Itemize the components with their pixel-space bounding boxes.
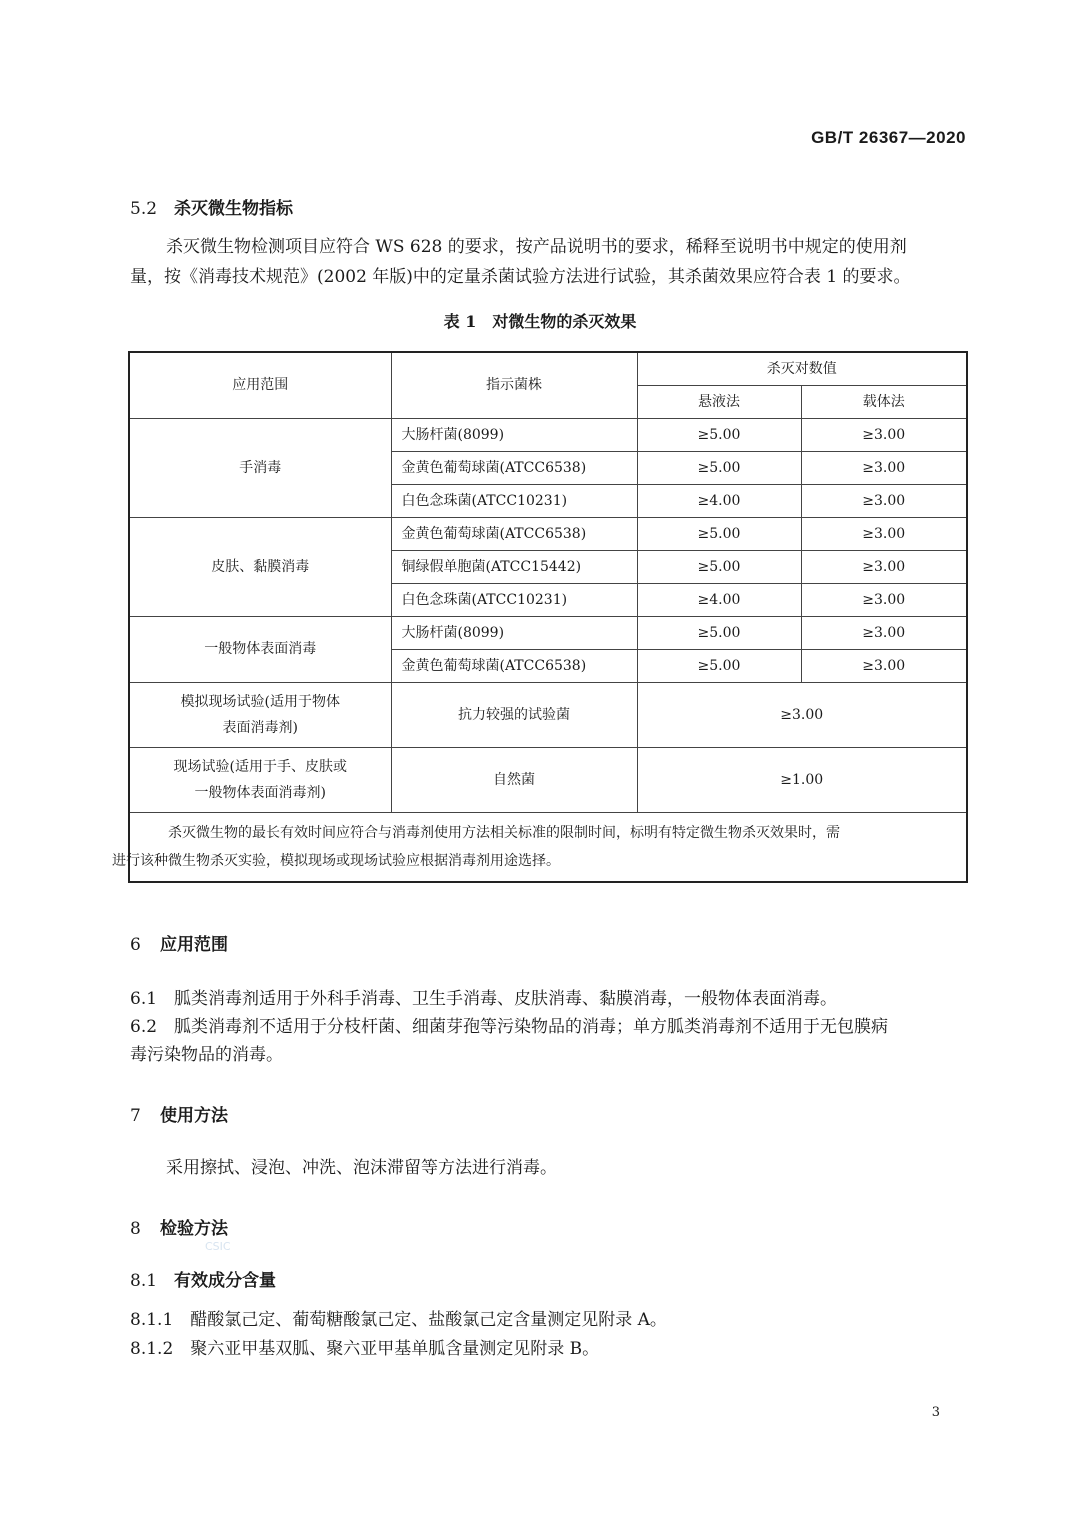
header-scope: 应用范围 xyxy=(129,352,391,418)
table-row xyxy=(129,517,967,550)
section-number: 6 xyxy=(130,935,141,955)
paragraph-line: 杀灭微生物检测项目应符合 WS 628 的要求，按产品说明书的要求，稀释至说明书中规定的使用剂 xyxy=(166,237,907,257)
section-number: 8.1 xyxy=(130,1271,158,1291)
strain-cell: 铜绿假单胞菌(ATCC15442) xyxy=(391,550,637,583)
carrier-cell: ≥3.00 xyxy=(801,616,967,649)
note-line: 杀灭微生物的最长有效时间应符合与消毒剂使用方法相关标准的限制时间，标明有特定微生物杀灭效果时，需 xyxy=(168,824,840,841)
strain-cell: 自然菌 xyxy=(391,747,637,812)
header-carrier: 载体法 xyxy=(801,385,967,418)
section-title: 使用方法 xyxy=(160,1106,228,1126)
section-8-1-heading xyxy=(130,1266,276,1291)
carrier-cell: ≥3.00 xyxy=(801,517,967,550)
scope-line: 一般物体表面消毒剂) xyxy=(194,784,326,801)
log-value-cell: ≥3.00 xyxy=(637,682,967,747)
section-8-heading xyxy=(130,1214,228,1239)
scope-cell xyxy=(129,682,391,747)
scope-line: 表面消毒剂) xyxy=(222,719,298,736)
standard-code: GB/T 26367—2020 xyxy=(811,128,966,147)
header-strain: 指示菌株 xyxy=(391,352,637,418)
table-caption: 表 1 对微生物的杀灭效果 xyxy=(443,312,637,331)
suspension-cell: ≥5.00 xyxy=(637,418,801,451)
section-title: 杀灭微生物指标 xyxy=(174,199,293,219)
scope-cell: 一般物体表面消毒 xyxy=(129,616,391,682)
header-log-value: 杀灭对数值 xyxy=(637,352,967,385)
suspension-cell: ≥4.00 xyxy=(637,583,801,616)
log-value-cell: ≥1.00 xyxy=(637,747,967,812)
paragraph-line: 采用擦拭、浸泡、冲洗、泡沫滞留等方法进行消毒。 xyxy=(166,1158,557,1178)
section-title: 检验方法 xyxy=(160,1219,228,1239)
page-number: 3 xyxy=(931,1405,940,1420)
strain-cell: 大肠杆菌(8099) xyxy=(391,616,637,649)
strain-cell: 白色念珠菌(ATCC10231) xyxy=(391,484,637,517)
carrier-cell: ≥3.00 xyxy=(801,484,967,517)
carrier-cell: ≥3.00 xyxy=(801,583,967,616)
section-title: 有效成分含量 xyxy=(174,1271,276,1291)
section-5-2-heading xyxy=(130,194,293,219)
suspension-cell: ≥5.00 xyxy=(637,616,801,649)
section-6-heading xyxy=(130,930,228,955)
carrier-cell: ≥3.00 xyxy=(801,418,967,451)
paragraph-line: 8.1.1 醋酸氯己定、葡萄糖酸氯己定、盐酸氯己定含量测定见附录 A。 xyxy=(130,1310,667,1330)
table-row xyxy=(129,616,967,649)
suspension-cell: ≥4.00 xyxy=(637,484,801,517)
scope-line: 模拟现场试验(适用于物体 xyxy=(180,693,340,710)
watermark-logo: CSIC xyxy=(205,1240,231,1253)
section-7-heading xyxy=(130,1101,228,1126)
strain-cell: 金黄色葡萄球菌(ATCC6538) xyxy=(391,517,637,550)
section-number: 5.2 xyxy=(130,199,158,219)
table-row xyxy=(129,682,967,747)
paragraph-line: 6.2 胍类消毒剂不适用于分枝杆菌、细菌芽孢等污染物品的消毒；单方胍类消毒剂不适用于无包膜病 xyxy=(130,1017,889,1037)
paragraph-line: 量，按《消毒技术规范》(2002 年版)中的定量杀菌试验方法进行试验，其杀菌效果应符合表 1 的要求。 xyxy=(130,267,911,287)
strain-cell: 金黄色葡萄球菌(ATCC6538) xyxy=(391,451,637,484)
suspension-cell: ≥5.00 xyxy=(637,517,801,550)
scope-cell: 皮肤、黏膜消毒 xyxy=(129,517,391,616)
strain-cell: 白色念珠菌(ATCC10231) xyxy=(391,583,637,616)
suspension-cell: ≥5.00 xyxy=(637,451,801,484)
suspension-cell: ≥5.00 xyxy=(637,649,801,682)
paragraph-line: 8.1.2 聚六亚甲基双胍、聚六亚甲基单胍含量测定见附录 B。 xyxy=(130,1339,600,1359)
note-line: 进行该种微生物杀灭实验，模拟现场或现场试验应根据消毒剂用途选择。 xyxy=(112,852,560,869)
table-row xyxy=(129,747,967,812)
strain-cell: 金黄色葡萄球菌(ATCC6538) xyxy=(391,649,637,682)
section-number: 8 xyxy=(130,1219,141,1239)
suspension-cell: ≥5.00 xyxy=(637,550,801,583)
carrier-cell: ≥3.00 xyxy=(801,550,967,583)
table-note xyxy=(112,812,967,882)
strain-cell: 大肠杆菌(8099) xyxy=(391,418,637,451)
header-suspension: 悬液法 xyxy=(637,385,801,418)
scope-cell xyxy=(129,747,391,812)
section-title: 应用范围 xyxy=(160,935,228,955)
carrier-cell: ≥3.00 xyxy=(801,649,967,682)
table-row xyxy=(129,418,967,451)
table-note-row xyxy=(129,812,967,882)
carrier-cell: ≥3.00 xyxy=(801,451,967,484)
kill-effect-table xyxy=(112,351,968,883)
strain-cell: 抗力较强的试验菌 xyxy=(391,682,637,747)
scope-line: 现场试验(适用于手、皮肤或 xyxy=(173,758,347,775)
paragraph-line: 毒污染物品的消毒。 xyxy=(130,1045,283,1065)
section-number: 7 xyxy=(130,1106,141,1126)
scope-cell: 手消毒 xyxy=(129,418,391,517)
paragraph-line: 6.1 胍类消毒剂适用于外科手消毒、卫生手消毒、皮肤消毒、黏膜消毒，一般物体表面消毒。 xyxy=(130,989,838,1009)
